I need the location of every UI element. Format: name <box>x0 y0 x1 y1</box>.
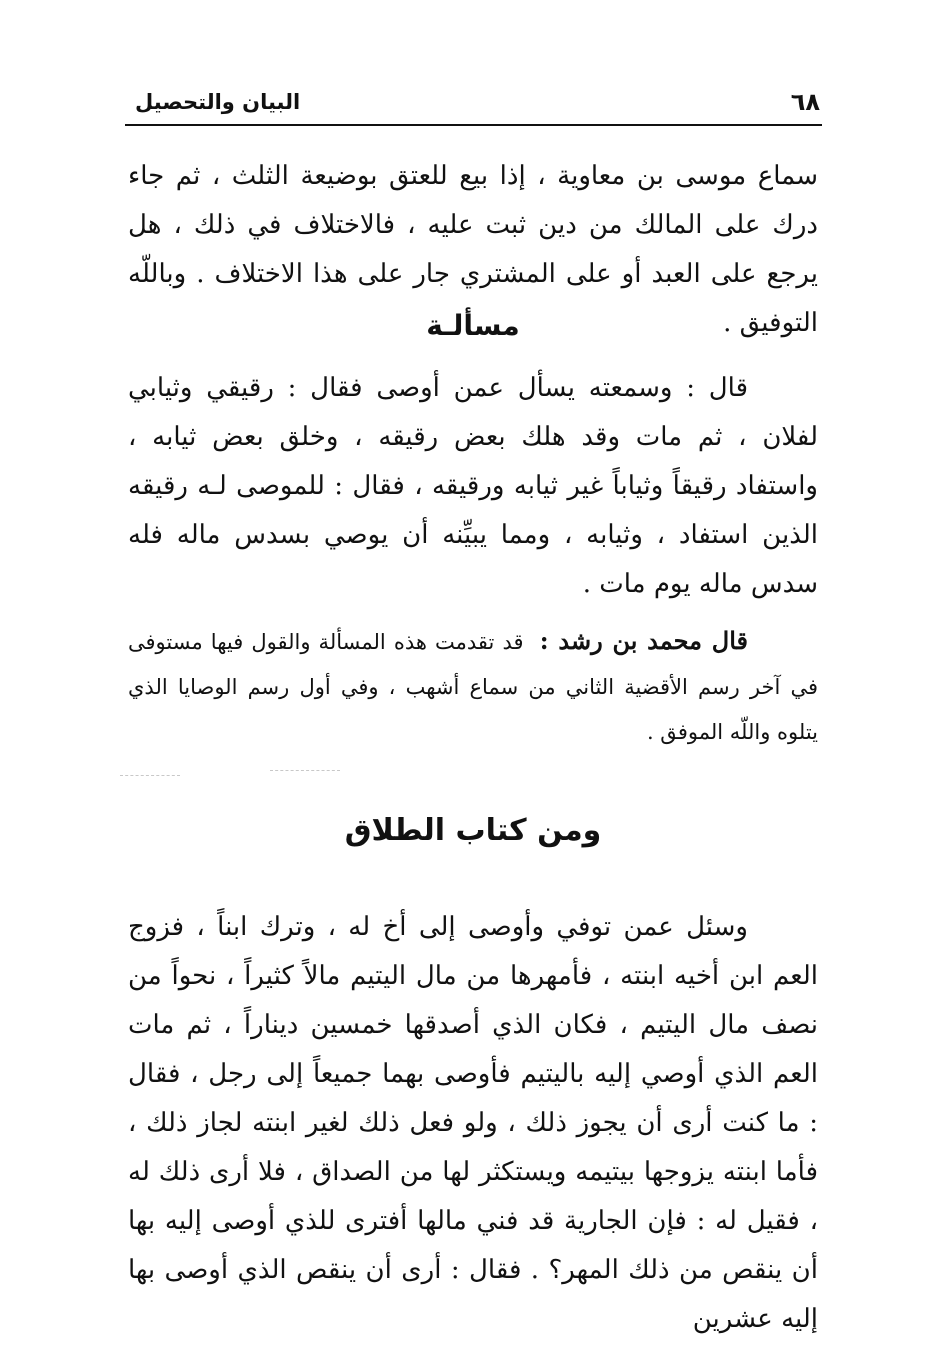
running-title: البيان والتحصيل <box>135 90 301 114</box>
section-heading-masala: مسألـة <box>426 309 520 342</box>
scan-artifact <box>120 775 180 776</box>
paragraph-text: سماع موسى بن معاوية ، إذا بيع للعتق بوضيعة الثلث ، ثم جاء درك على المالك من دين ثبت عليه ، فالاختلاف في ذلك ، هل يرجع على العبد أو على المشتري جار على هذا الاختلاف . وباللّه التوفيق . <box>128 161 818 338</box>
scan-artifact <box>270 770 340 771</box>
page-header <box>125 80 820 124</box>
header-rule <box>125 124 822 126</box>
commentary-text: قد تقدمت هذه المسألة والقول فيها مستوفى في آخر رسم الأقضية الثاني من سماع أشهب ، وفي أول رسم الوصايا الذي يتلوه واللّه الموفق . <box>128 630 818 744</box>
paragraph-text: قال : وسمعته يسأل عمن أوصى فقال : رقيقي وثيابي لفلان ، ثم مات وقد هلك بعض رقيقه ، وخلق بعض ثيابه ، واستفاد رقيقاً وثياباً غير ثيابه ورقيقه ، فقال : للموصى لـه رقيقه الذين استفاد ، وثيابه ، ومما يبيِّنه أن يوصي بسدس ماله فله سدس ماله يوم مات . <box>128 373 818 599</box>
paragraph-text: وسئل عمن توفي وأوصى إلى أخ له ، وترك ابناً ، فزوج العم ابن أخيه ابنته ، فأمهرها من مال اليتيم مالاً كثيراً ، نحواً من نصف مال اليتيم ، فكان الذي أصدقها خمسين ديناراً ، ثم مات العم الذي أوصي إليه باليتيم فأوصى بهما جميعاً إلى رجل ، فقال : ما كنت أرى أن يجوز ذلك ، ولو فعل ذلك لغير ابنته لجاز ذلك ، فأما ابنته يزوجها بيتيمه ويستكثر لها من الصداق ، فلا أرى ذلك له ، فقيل له : فإن الجارية قد فني مالها أفترى للذي أوصى إليه بها أن ينقص من ذلك المهر؟ . فقال : أرى أن ينقص الذي أوصى بها إليه عشرين <box>128 912 818 1334</box>
chapter-heading-talaq: ومن كتاب الطلاق <box>344 813 602 848</box>
paragraph-commentary <box>128 618 818 755</box>
page-number: ٦٨ <box>790 88 820 116</box>
commentary-speaker: قال محمد بن رشد : <box>539 626 748 655</box>
paragraph-question <box>128 364 818 609</box>
paragraph-talaq <box>128 903 818 1344</box>
commentary-paragraph <box>128 618 818 755</box>
